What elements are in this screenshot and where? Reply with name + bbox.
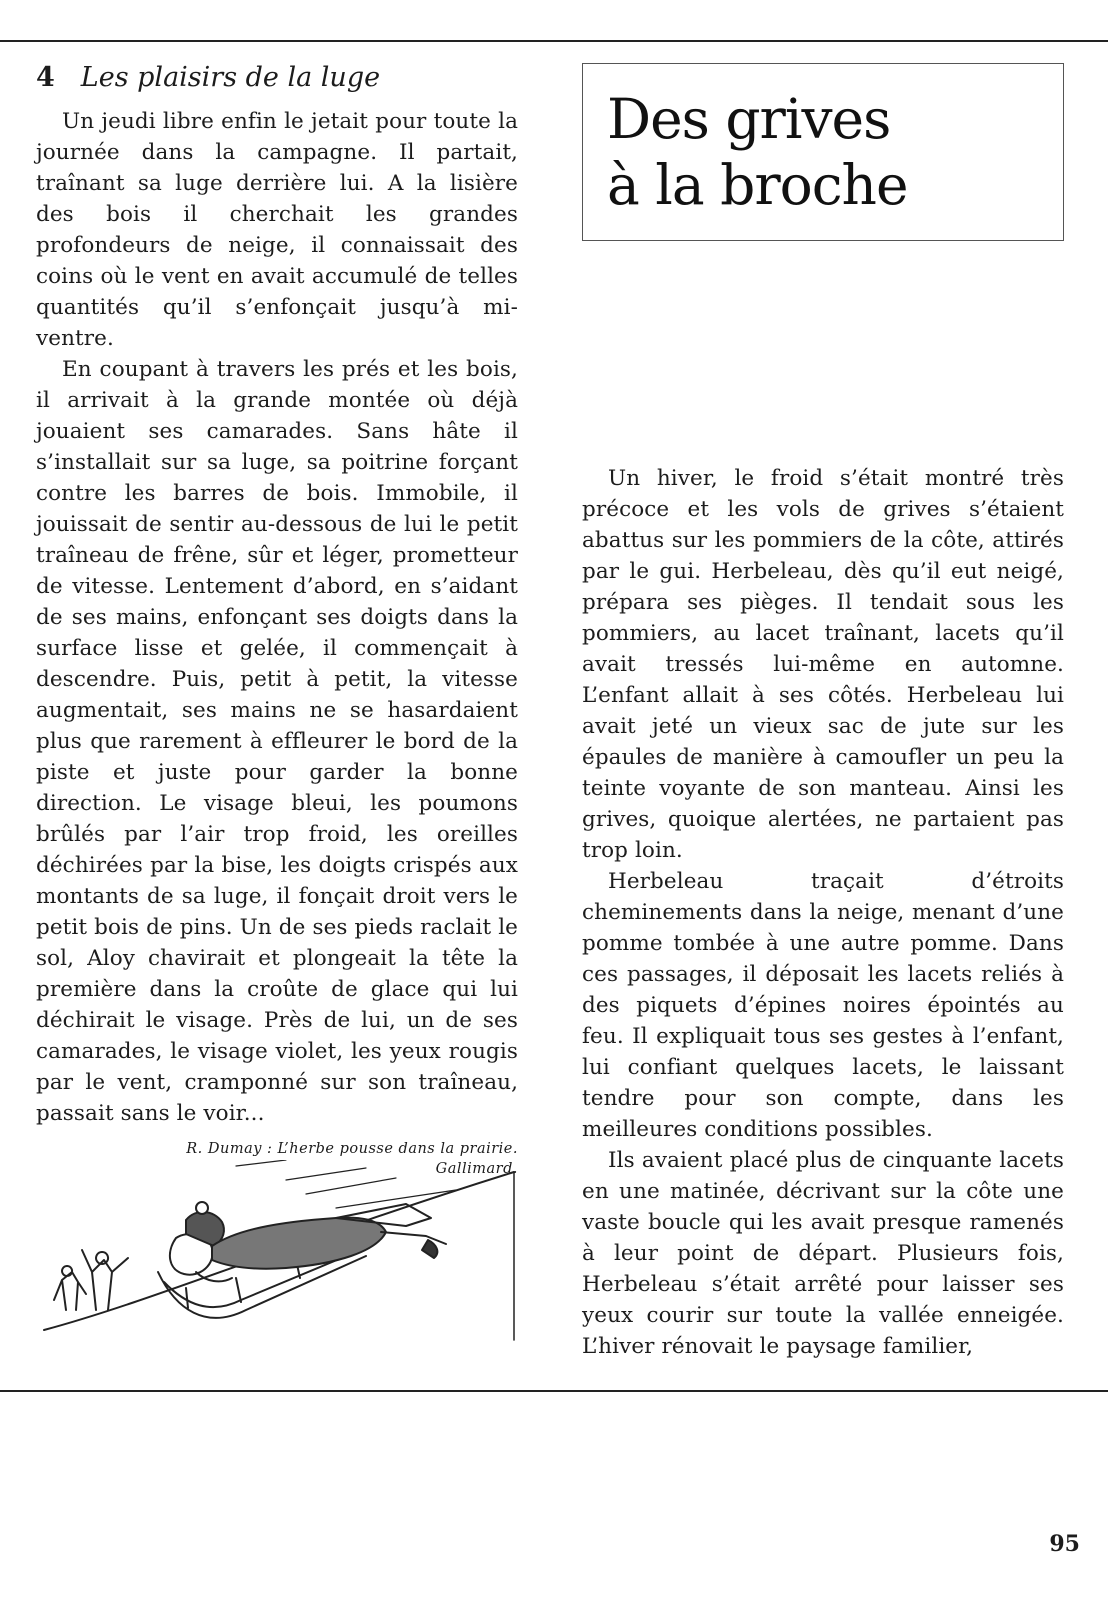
feature-title-line-2: à la broche bbox=[607, 153, 908, 217]
section-number: 4 bbox=[36, 62, 55, 93]
page-number: 95 bbox=[1049, 1531, 1080, 1557]
skier-2 bbox=[82, 1250, 128, 1310]
skier-1 bbox=[54, 1266, 86, 1310]
left-column bbox=[36, 58, 518, 1179]
source-publisher: Gallimard. bbox=[435, 1161, 518, 1177]
paragraph: Herbeleau traçait d’étroits cheminements dans la neige, menant d’une pomme tombée à une autre pomme. Dans ces passages, il déposait les lacets reliés à des piquets d’épines noires épointés au feu. Il expliquait tous ses gestes à l’enfant, lui confiant quelques lacets, le laissant tendre pour son compte, dans les meilleures conditions possibles. bbox=[582, 869, 1064, 1142]
source-line: R. Dumay : L’herbe pousse dans la prairie. bbox=[186, 1141, 518, 1157]
rider-cap bbox=[186, 1212, 224, 1246]
section-title: Les plaisirs de la luge bbox=[80, 62, 381, 93]
sledding-illustration bbox=[36, 1160, 526, 1360]
paragraph: Un hiver, le froid s’était montré très précoce et les vols de grives s’étaient abattus sur les pommiers de la côte, attirés par le gui. Herbeleau, dès qu’il eut neigé, prépara ses pièges. Il tendait sous les pommiers, au lacet traînant, lacets qu’il avait tressés lui-même en automne. L’enfant allait à ses côtés. Herbeleau lui avait jeté un vieux sac de jute sur les épaules de manière à camoufler un peu la teinte voyante de son manteau. Ainsi les grives, quoique alertées, ne partaient pas trop loin. bbox=[582, 466, 1064, 863]
top-rule bbox=[0, 40, 1108, 42]
paragraph: Un jeudi libre enfin le jetait pour toute la journée dans la campagne. Il partait, traînant sa luge derrière lui. A la lisière des bois il cherchait les grandes profondeurs de neige, il connaissait des coins où le vent en avait accumulé de telles quantités qu’il s’enfonçait jusqu’à mi-ventre. bbox=[36, 109, 518, 351]
feature-title-box bbox=[582, 63, 1064, 241]
paragraph: En coupant à travers les prés et les bois, il arrivait à la grande montée où déjà jouaient ses camarades. Sans hâte il s’installait sur sa luge, sa poitrine forçant contre les barres de bois. Immobile, il jouissait de sentir au-dessous de lui le petit traîneau de frêne, sûr et léger, prometteur de vitesse. Lentement d’abord, en s’aidant de ses mains, enfonçant ses doigts dans la surface lisse et gelée, il commençait à descendre. Puis, petit à petit, la vitesse augmentait, ses mains ne se hasardaient plus que rarement à effleurer le bord de la piste et juste pour garder la bonne direction. Le visage bleui, les poumons brûlés par l’air trop froid, les oreilles déchirées par la bise, les doigts crispés aux montants de sa luge, il fonçait droit vers le petit bois de pins. Un de ses pieds raclait le sol, Aloy chavirait et plongeait la tête la première dans la croûte de glace qui lui déchirait le visage. Près de lui, un de ses camarades, le visage violet, les yeux rougis par le vent, cramponné sur son traîneau, passait sans le voir... bbox=[36, 357, 518, 1126]
bottom-rule bbox=[0, 1390, 1108, 1392]
section-body bbox=[36, 106, 518, 1129]
feature-title-line-1: Des grives bbox=[607, 87, 891, 151]
paragraph: Ils avaient placé plus de cinquante lacets en une matinée, décrivant sur la côte une vaste boucle qui les avait presque ramenés à leur point de départ. Plusieurs fois, Herbeleau s’était arrêté pour laisser ses yeux courir sur toute la vallée enneigée. L’hiver rénovait le paysage familier, bbox=[582, 1148, 1064, 1359]
feature-body bbox=[582, 463, 1064, 1362]
feature-title bbox=[607, 86, 1039, 218]
rider-body bbox=[212, 1218, 386, 1269]
section-heading bbox=[36, 58, 518, 98]
